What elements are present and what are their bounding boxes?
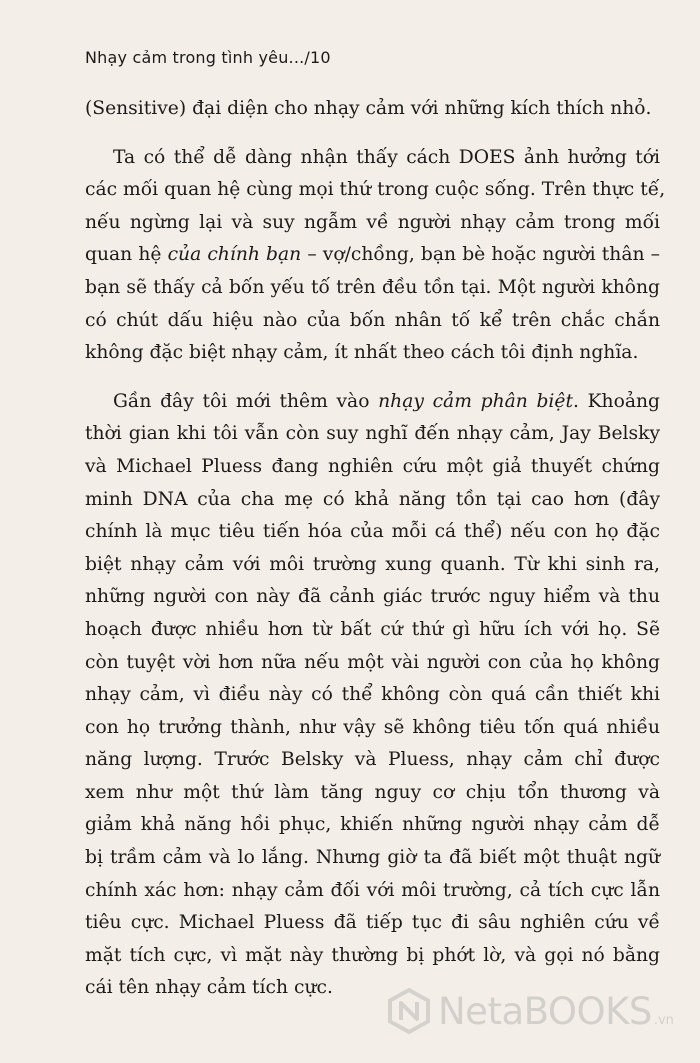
text-run: . Khoảng <box>572 390 660 412</box>
text-line: giảm khả năng hồi phục, khiến những người nhạy cảm dễ <box>85 814 660 836</box>
running-head: Nhạy cảm trong tình yêu.../10 <box>85 48 331 67</box>
text-line: (Sensitive) đại diện cho nhạy cảm với những kích thích nhỏ. <box>85 98 652 119</box>
text-line: biệt nhạy cảm với môi trường xung quanh. Từ khi sinh ra, <box>85 553 660 575</box>
italic-run: nhạy cảm phân biệt <box>378 390 573 412</box>
text-line: và Michael Pluess đang nghiên cứu một giả thuyết chứng <box>85 455 660 477</box>
text-line: năng lượng. Trước Belsky và Pluess, nhạy cảm chỉ được <box>85 749 660 771</box>
text-line: có chút dấu hiệu nào của bốn nhân tố kể trên chắc chắn <box>85 309 660 331</box>
watermark-brand: NetaBOOKS <box>438 989 652 1033</box>
text-line: nếu ngừng lại và suy ngẫm về người nhạy cảm trong mối <box>85 211 660 233</box>
text-line: hoạch được nhiều hơn từ bất cứ thứ gì hữu ích với họ. Sẽ <box>85 618 660 640</box>
text-line: những người con này đã cảnh giác trước nguy hiểm và thu <box>85 586 660 608</box>
watermark-suffix: .vn <box>653 1013 674 1028</box>
text-line: nhạy cảm, vì điều này có thể không còn quá cần thiết khi <box>85 684 660 706</box>
text-run: quan hệ <box>85 244 168 266</box>
text-line: minh DNA của cha mẹ có khả năng tồn tại cao hơn (đây <box>85 488 660 510</box>
text-line <box>85 386 660 419</box>
text-line <box>85 239 660 272</box>
text-line: còn tuyệt vời hơn nữa nếu một vài người con của họ không <box>85 651 660 673</box>
text-line: xem như một thứ làm tăng nguy cơ chịu tổn thương và <box>85 781 660 803</box>
text-line: Ta có thể dễ dàng nhận thấy cách DOES ảnh hưởng tới <box>113 146 660 168</box>
text-line: tiêu cực. Michael Pluess đã tiếp tục đi sâu nghiên cứu về <box>85 912 660 934</box>
italic-run: của chính bạn <box>167 244 302 266</box>
text-line: mặt tích cực, vì mặt này thường bị phớt lờ, và gọi nó bằng <box>85 944 660 966</box>
text-line: chính là mục tiêu tiến hóa của mỗi cá thể) nếu con họ đặc <box>85 521 660 543</box>
publisher-watermark <box>386 988 674 1034</box>
text-line: thời gian khi tôi vẫn còn suy nghĩ đến nhạy cảm, Jay Belsky <box>85 423 660 445</box>
text-line: không đặc biệt nhạy cảm, ít nhất theo cách tôi định nghĩa. <box>85 342 639 364</box>
text-line: bạn sẽ thấy cả bốn yếu tố trên đều tồn tại. Một người không <box>85 276 660 298</box>
text-line: các mối quan hệ cùng mọi thứ trong cuộc sống. Trên thực tế, <box>85 179 666 201</box>
text-line: cái tên nhạy cảm tích cực. <box>85 977 333 999</box>
text-line: chính xác hơn: nhạy cảm đối với môi trường, cả tích cực lẫn <box>85 879 660 901</box>
text-run: Gần đây tôi mới thêm vào <box>113 390 379 412</box>
text-line: con họ trưởng thành, như vậy sẽ không tiêu tốn quá nhiều <box>85 716 660 738</box>
netabooks-logo-icon <box>386 988 432 1034</box>
text-line: bị trầm cảm và lo lắng. Nhưng giờ ta đã biết một thuật ngữ <box>85 847 660 869</box>
body-text <box>85 93 666 1005</box>
text-run: – vợ/chồng, bạn bè hoặc người thân – <box>301 244 661 266</box>
